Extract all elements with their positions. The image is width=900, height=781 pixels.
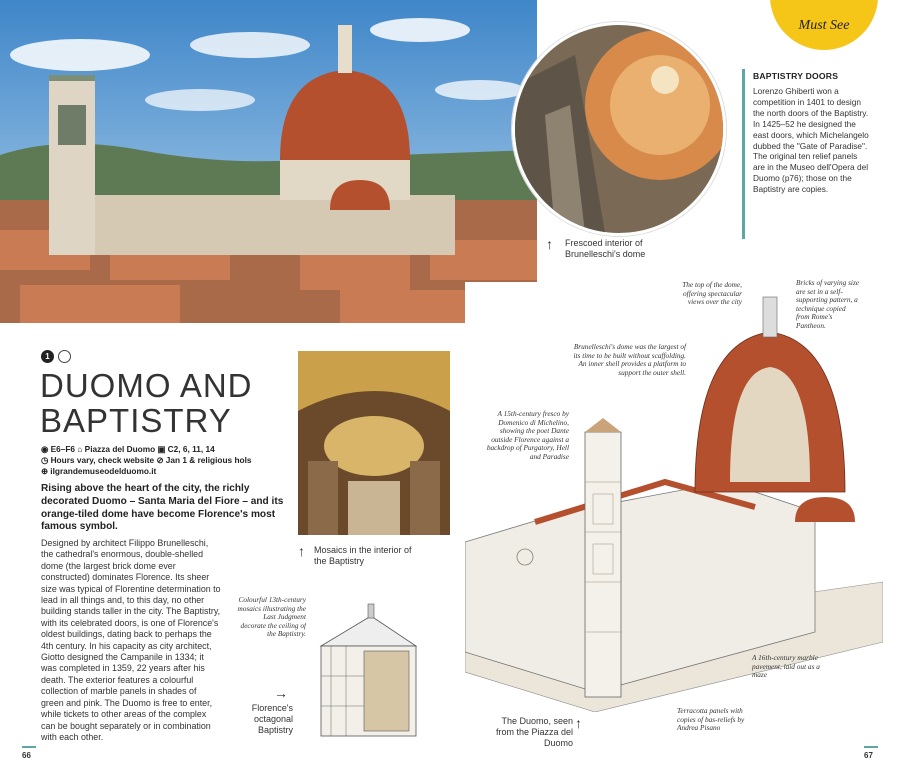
entry-info [41, 444, 286, 477]
mosaics-caption: Mosaics in the interior of the Baptistry [314, 545, 412, 566]
right-page-rule [864, 746, 878, 748]
location-icon: ⌂ [77, 444, 83, 454]
accessibility-icon [58, 350, 71, 363]
dome-interior-caption: Frescoed interior of Brunelleschi's dome [565, 238, 646, 259]
entry-number-badge: 1 [41, 350, 54, 363]
up-arrow-icon: ↑ [546, 236, 553, 252]
info-closed: Jan 1 & religious hols [165, 455, 252, 465]
largest-dome-annotation: Brunelleschi's dome was the largest of its time to be built without scaffolding. An inner shell provides a platform to support the outer shell. [573, 342, 686, 377]
baptistry-illustration [306, 596, 426, 746]
bricks-annotation: Bricks of varying size are set in a self-supporting pattern, a technique copied from Rome's Pantheon. [796, 278, 860, 330]
baptistry-doors-sidebar [742, 69, 871, 239]
skyline-photo [0, 0, 537, 323]
dome-interior-photo [512, 22, 726, 236]
left-page-number: 66 [22, 751, 31, 760]
right-arrow-icon: → [274, 685, 288, 701]
lead-paragraph: Rising above the heart of the city, the richly decorated Duomo – Santa Maria del Fiore – and its orange-tiled dome have become Florence's most famous symbol. [41, 483, 284, 533]
top-dome-annotation: The top of the dome, offering spectacular views over the city [682, 280, 742, 307]
left-page-rule [22, 746, 36, 748]
up-arrow-icon: ↑ [575, 715, 582, 731]
entry-title-line1: DUOMO AND [40, 367, 253, 404]
web-icon: ⊕ [41, 466, 48, 476]
terracotta-annotation: Terracotta panels with copies of bas-reliefs by Andrea Pisano [677, 706, 745, 733]
sidebar-title: BAPTISTRY DOORS [753, 71, 839, 81]
piazza-caption: The Duomo, seen from the Piazza del Duomo [495, 716, 573, 748]
must-see-label: Must See [798, 18, 850, 33]
mosaics-annotation: Colourful 13th-century mosaics illustrating the Last Judgment decorate the ceiling of the Baptistry. [237, 595, 306, 639]
bus-icon: ▣ [157, 444, 166, 454]
info-website[interactable]: ilgrandemuseodelduomo.it [50, 466, 157, 476]
up-arrow-icon: ↑ [298, 543, 305, 559]
clock-icon: ◷ [41, 455, 49, 465]
mosaics-photo [298, 351, 450, 535]
sidebar-text: Lorenzo Ghiberti won a competition in 1401 to design the north doors of the Baptistry. In 1425–52 he designed the east doors, which Michelangelo dubbed the "Gate of Paradise". The original ten relief panels are in the Museo dell'Opera del Duomo (p76); those on the Baptistry are copies. [753, 86, 869, 195]
info-address: Piazza del Duomo [84, 444, 156, 454]
closed-icon: ⊘ [156, 455, 164, 465]
pavement-annotation: A 16th-century marble pavement, laid out as a maze [752, 653, 820, 680]
info-grid: E6–F6 [50, 444, 76, 454]
octagonal-caption: Florence's octagonal Baptistry [251, 703, 293, 735]
body-paragraph: Designed by architect Filippo Brunelleschi, the cathedral's enormous, double-shelled dome (the largest brick dome ever constructed) dominates Florence. Its sheer size was typical of Florentine determination to lead in all things and, to this day, no other building stands taller in the city. The Baptistry, with its celebrated doors, is one of Florence's oldest buildings, dating back to perhaps the 4th century. In his capacity as city architect, Giotto designed the Campanile in 1334; it was completed in 1359, 22 years after his death. The exterior features a colourful collection of marble panels in shades of green and pink. The Duomo is free to enter, while tickets to other areas of the complex can be bought separately or in combination with each other. [41, 538, 221, 742]
right-page-number: 67 [864, 751, 873, 760]
info-hours: Hours vary, check website [50, 455, 155, 465]
info-bus: C2, 6, 11, 14 [167, 444, 215, 454]
entry-title-line2: BAPTISTRY [40, 402, 232, 439]
map-pin-icon: ◉ [41, 444, 49, 454]
fresco-annotation: A 15th-century fresco by Domenico di Michelino, showing the poet Dante outside Florence against a backdrop of Purgatory, Hell and Paradise [486, 409, 569, 461]
